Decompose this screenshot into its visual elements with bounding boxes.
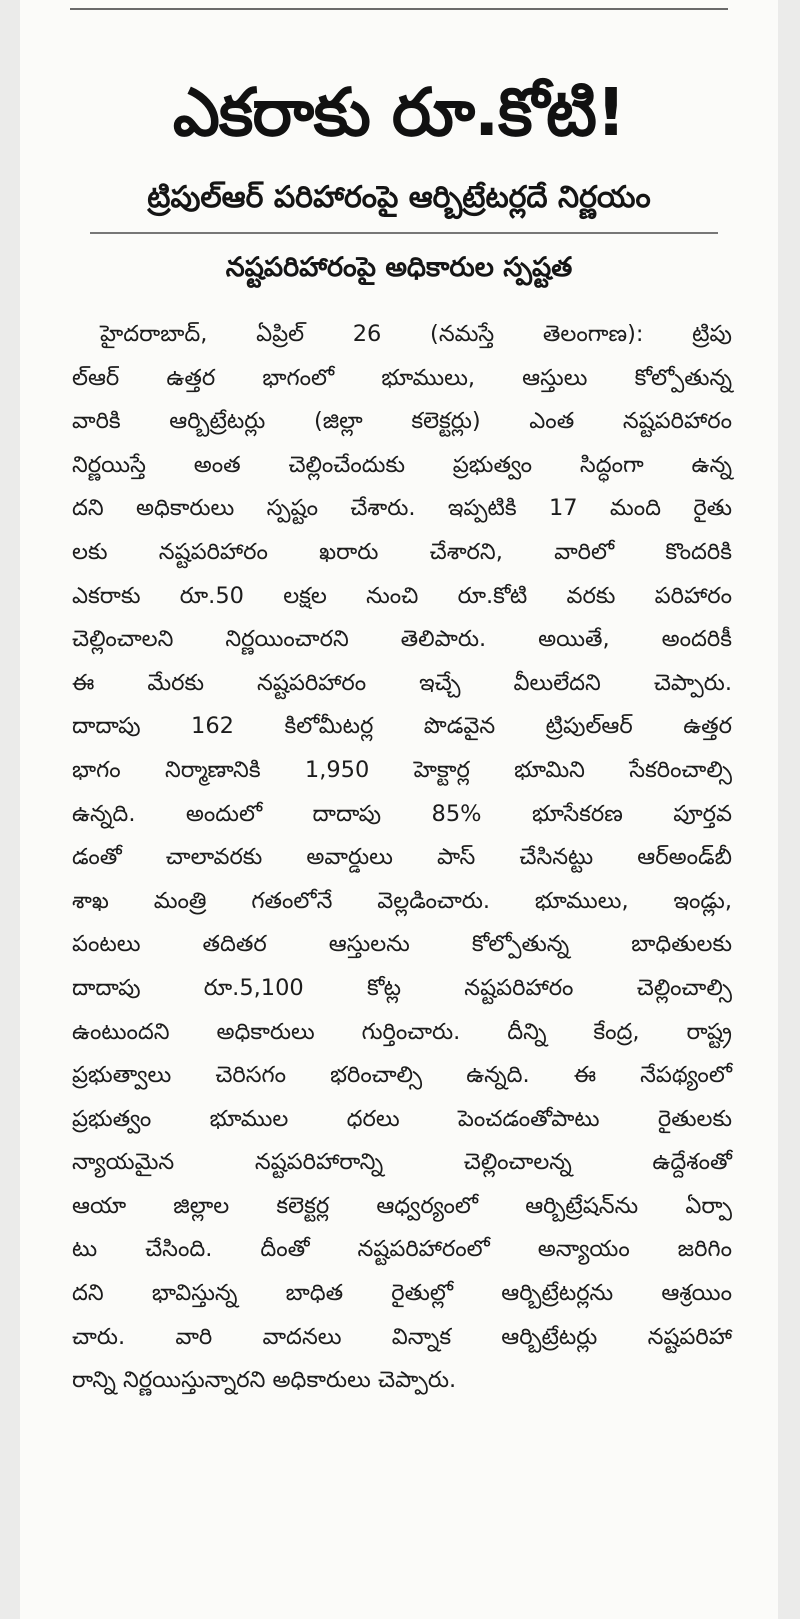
body-line: నిర్ణయిస్తే అంత చెల్లించేందుకు ప్రభుత్వం సిద్ధంగా ఉన్న [72,451,732,478]
body-line: డంతో చాలావరకు అవార్డులు పాస్‌ చేసినట్టు ఆర్‌అండ్‌బీ [72,844,732,871]
body-line: చారు. వారి వాదనలు విన్నాక ఆర్బిట్రేటర్లు నష్టపరిహా [72,1323,732,1350]
body-line: ఉన్నది. అందులో దాదాపు 85% భూసేకరణ పూర్తవ [72,800,732,827]
body-line: దాదాపు రూ.5,100 కోట్ల నష్టపరిహారం చెల్లించాల్సి [72,974,732,1001]
body-line: రాన్ని నిర్ణయిస్తున్నారని అధికారులు చెప్పారు. [72,1367,457,1394]
body-line: పంటలు తదితర ఆస్తులను కోల్పోతున్న బాధితులకు [72,931,732,958]
body-line: ఉంటుందని అధికారులు గుర్తించారు. దీన్ని కేంద్ర, రాష్ట్ర [72,1018,732,1045]
body-line: లకు నష్టపరిహారం ఖరారు చేశారని, వారిలో కొందరికి [72,538,732,565]
body-line: శాఖ మంత్రి గతంలోనే వెల్లడించారు. భూములు, ఇండ్లు, [72,887,732,914]
body-line: భాగం నిర్మాణానికి 1,950 హెక్టార్ల భూమిని సేకరించాల్సి [72,756,732,783]
body-line: చెల్లించాలని నిర్ణయించారని తెలిపారు. అయితే, అందరికీ [72,626,732,653]
body-line: దని అధికారులు స్పష్టం చేశారు. ఇప్పటికి 17 మంది రైతు [72,495,732,522]
headline-divider [90,232,718,234]
body-line: దని భావిస్తున్న బాధిత రైతుల్లో ఆర్బిట్రేటర్లను ఆశ్రయిం [72,1280,732,1307]
body-line: టు చేసింది. దీంతో నష్టపరిహారంలో అన్యాయం జరిగిం [72,1236,732,1263]
headline: ఎకరాకు రూ.కోటి! [172,74,626,151]
body-line: వారికి ఆర్బిట్రేటర్లు (జిల్లా కలెక్టర్లు) ఎంత నష్టపరిహారం [72,408,732,435]
body-line: ప్రభుత్వం భూముల ధరలు పెంచడంతోపాటు రైతులకు [72,1105,732,1132]
newspaper-clipping [20,0,778,1619]
body-line: ఎకరాకు రూ.50 లక్షల నుంచి రూ.కోటి వరకు పరిహారం [72,582,732,609]
body-line: ల్‌ఆర్‌ ఉత్తర భాగంలో భూములు, ఆస్తులు కోల్పోతున్న [72,364,732,391]
deck-heading: నష్టపరిహారంపై అధికారుల స్పష్టత [225,252,573,283]
body-line: ఈ మేరకు నష్టపరిహారం ఇచ్చే వీలులేదని చెప్పారు. [72,669,732,696]
body-line: హైదరాబాద్‌, ఏప్రిల్‌ 26 (నమస్తే తెలంగాణ): ట్రిపు [100,321,732,347]
body-line: దాదాపు 162 కిలోమీటర్ల పొడవైన ట్రిపుల్‌ఆర్‌ ఉత్తర [72,713,732,740]
body-line: న్యాయమైన నష్టపరిహారాన్ని చెల్లించాలన్న ఉద్దేశంతో [72,1149,732,1176]
article-body [72,313,732,1403]
body-line: ప్రభుత్వాలు చెరిసగం భరించాల్సి ఉన్నది. ఈ నేపథ్యంలో [72,1062,732,1089]
subheadline: ట్రిపుల్‌ఆర్‌ పరిహారంపై ఆర్బిట్రేటర్లదే నిర్ణయం [147,180,651,215]
top-divider [70,8,728,10]
body-line: ఆయా జిల్లాల కలెక్టర్ల ఆధ్వర్యంలో ఆర్బిట్రేషన్‌ను ఏర్పా [72,1192,732,1219]
